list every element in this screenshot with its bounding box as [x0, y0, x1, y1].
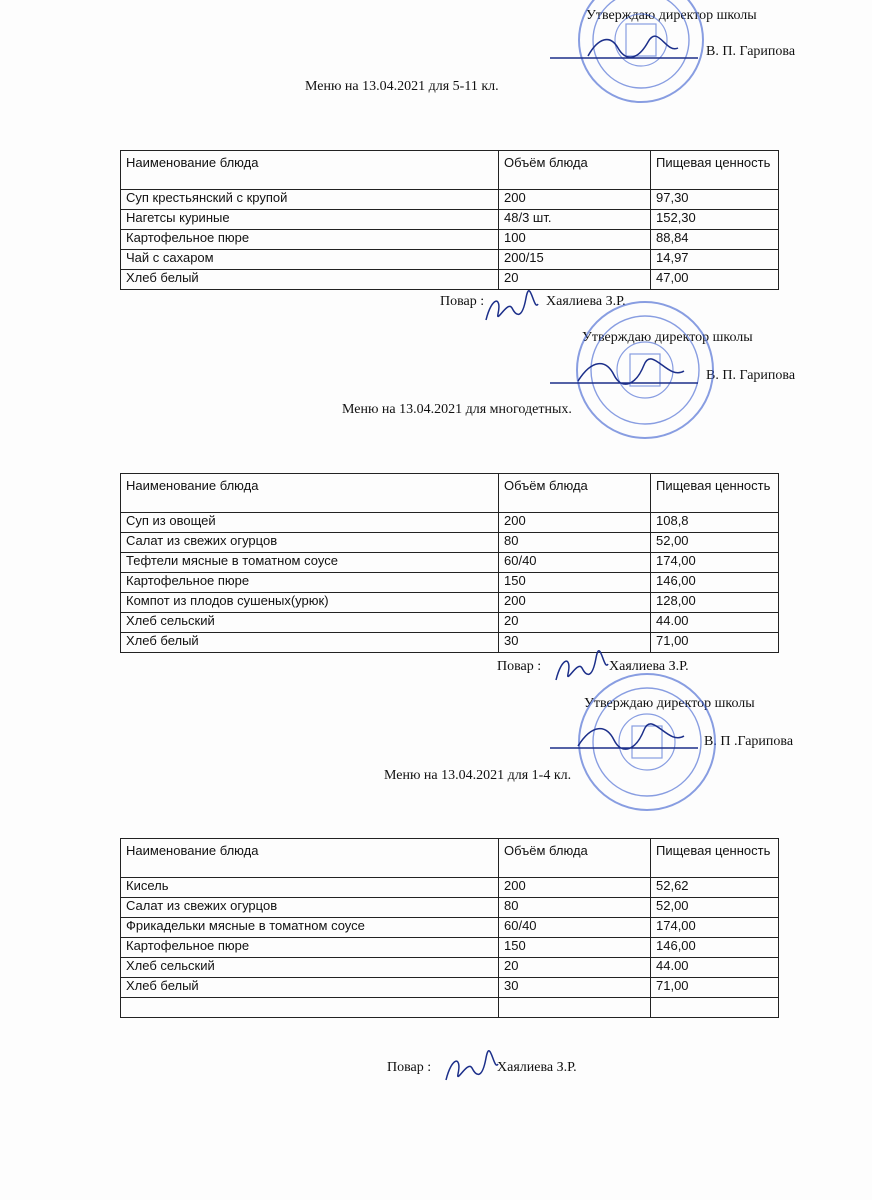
dish-value: 44.00: [651, 958, 779, 978]
dish-value: 97,30: [651, 190, 779, 210]
table-row: [121, 978, 779, 998]
table-row: [121, 573, 779, 593]
director-signature: [548, 720, 708, 760]
cook-name: Хаялиева З.Р.: [497, 1060, 577, 1075]
table-row: [121, 533, 779, 553]
column-header-value: Пищевая ценность: [651, 474, 779, 513]
dish-name: Хлеб белый: [121, 633, 499, 653]
dish-name: Тефтели мясные в томатном соусе: [121, 553, 499, 573]
table-header-row: [121, 151, 779, 190]
dish-name: Хлеб сельский: [121, 958, 499, 978]
cook-label: Повар :: [497, 659, 542, 674]
dish-volume: 30: [499, 978, 651, 998]
dish-name: Картофельное пюре: [121, 938, 499, 958]
dish-name: Хлеб белый: [121, 270, 499, 290]
director-signature: [548, 30, 708, 70]
dish-volume: 48/3 шт.: [499, 210, 651, 230]
dish-value: 174,00: [651, 553, 779, 573]
table-row: [121, 878, 779, 898]
dish-volume: 80: [499, 898, 651, 918]
menu-table: [120, 838, 779, 1018]
cook-signature: [482, 290, 542, 332]
cook-label: Повар :: [387, 1060, 432, 1075]
dish-value: 52,00: [651, 533, 779, 553]
director-name: В. П .Гарипова: [704, 734, 794, 749]
table-header-row: [121, 474, 779, 513]
column-header-name: Наименование блюда: [121, 839, 499, 878]
cook-name: Хаялиева З.Р.: [609, 659, 689, 674]
table-row: [121, 633, 779, 653]
approval-line: Утверждаю директор школы: [584, 696, 755, 711]
column-header-value: Пищевая ценность: [651, 839, 779, 878]
table-row: [121, 270, 779, 290]
director-name: В. П. Гарипова: [706, 44, 796, 59]
dish-name: Фрикадельки мясные в томатном соусе: [121, 918, 499, 938]
dish-name: Салат из свежих огурцов: [121, 533, 499, 553]
dish-value: 71,00: [651, 978, 779, 998]
column-header-volume: Объём блюда: [499, 474, 651, 513]
dish-name: Чай с сахаром: [121, 250, 499, 270]
dish-name: Суп из овощей: [121, 513, 499, 533]
dish-value: 174,00: [651, 918, 779, 938]
dish-volume: 20: [499, 270, 651, 290]
dish-name: Компот из плодов сушеных(урюк): [121, 593, 499, 613]
cook-label: Повар :: [440, 294, 485, 309]
table-row: [121, 513, 779, 533]
dish-value: 88,84: [651, 230, 779, 250]
director-name: В. П. Гарипова: [706, 368, 796, 383]
table-row: [121, 553, 779, 573]
menu-table: [120, 473, 779, 653]
menu-table: [120, 150, 779, 290]
dish-volume: 60/40: [499, 918, 651, 938]
dish-value: 146,00: [651, 938, 779, 958]
dish-name: Суп крестьянский с крупой: [121, 190, 499, 210]
dish-volume: [499, 998, 651, 1018]
menu-title: Меню на 13.04.2021 для многодетных.: [342, 402, 572, 417]
table-row: [121, 593, 779, 613]
dish-volume: 150: [499, 573, 651, 593]
table-row: [121, 613, 779, 633]
menu-title: Меню на 13.04.2021 для 5-11 кл.: [305, 79, 499, 94]
table-row: [121, 958, 779, 978]
menu-title: Меню на 13.04.2021 для 1-4 кл.: [384, 768, 572, 783]
dish-volume: 30: [499, 633, 651, 653]
dish-value: 52,00: [651, 898, 779, 918]
table-header-row: [121, 839, 779, 878]
dish-value: 152,30: [651, 210, 779, 230]
dish-volume: 100: [499, 230, 651, 250]
dish-name: Хлеб белый: [121, 978, 499, 998]
approval-line: Утверждаю директор школы: [586, 8, 757, 23]
dish-value: 108,8: [651, 513, 779, 533]
dish-value: 14,97: [651, 250, 779, 270]
dish-volume: 200/15: [499, 250, 651, 270]
table-row: [121, 938, 779, 958]
dish-volume: 200: [499, 190, 651, 210]
table-row: [121, 898, 779, 918]
table-row: [121, 210, 779, 230]
approval-line: Утверждаю директор школы: [582, 330, 753, 345]
column-header-volume: Объём блюда: [499, 151, 651, 190]
table-row: [121, 250, 779, 270]
column-header-name: Наименование блюда: [121, 474, 499, 513]
dish-name: Нагетсы куриные: [121, 210, 499, 230]
director-signature: [548, 355, 708, 395]
dish-volume: 20: [499, 958, 651, 978]
dish-volume: 200: [499, 593, 651, 613]
dish-value: [651, 998, 779, 1018]
cook-signature: [442, 1050, 502, 1092]
dish-value: 146,00: [651, 573, 779, 593]
dish-value: 71,00: [651, 633, 779, 653]
dish-volume: 200: [499, 513, 651, 533]
dish-value: 44.00: [651, 613, 779, 633]
dish-volume: 60/40: [499, 553, 651, 573]
dish-volume: 150: [499, 938, 651, 958]
dish-name: Картофельное пюре: [121, 573, 499, 593]
column-header-volume: Объём блюда: [499, 839, 651, 878]
table-row: [121, 998, 779, 1018]
dish-volume: 20: [499, 613, 651, 633]
dish-value: 47,00: [651, 270, 779, 290]
column-header-name: Наименование блюда: [121, 151, 499, 190]
dish-name: Салат из свежих огурцов: [121, 898, 499, 918]
dish-value: 52,62: [651, 878, 779, 898]
dish-name: Хлеб сельский: [121, 613, 499, 633]
table-row: [121, 190, 779, 210]
dish-name: [121, 998, 499, 1018]
table-row: [121, 918, 779, 938]
dish-volume: 80: [499, 533, 651, 553]
column-header-value: Пищевая ценность: [651, 151, 779, 190]
dish-value: 128,00: [651, 593, 779, 613]
table-row: [121, 230, 779, 250]
dish-volume: 200: [499, 878, 651, 898]
cook-name: Хаялиева З.Р.: [546, 294, 626, 309]
dish-name: Картофельное пюре: [121, 230, 499, 250]
cook-signature: [552, 650, 612, 692]
dish-name: Кисель: [121, 878, 499, 898]
